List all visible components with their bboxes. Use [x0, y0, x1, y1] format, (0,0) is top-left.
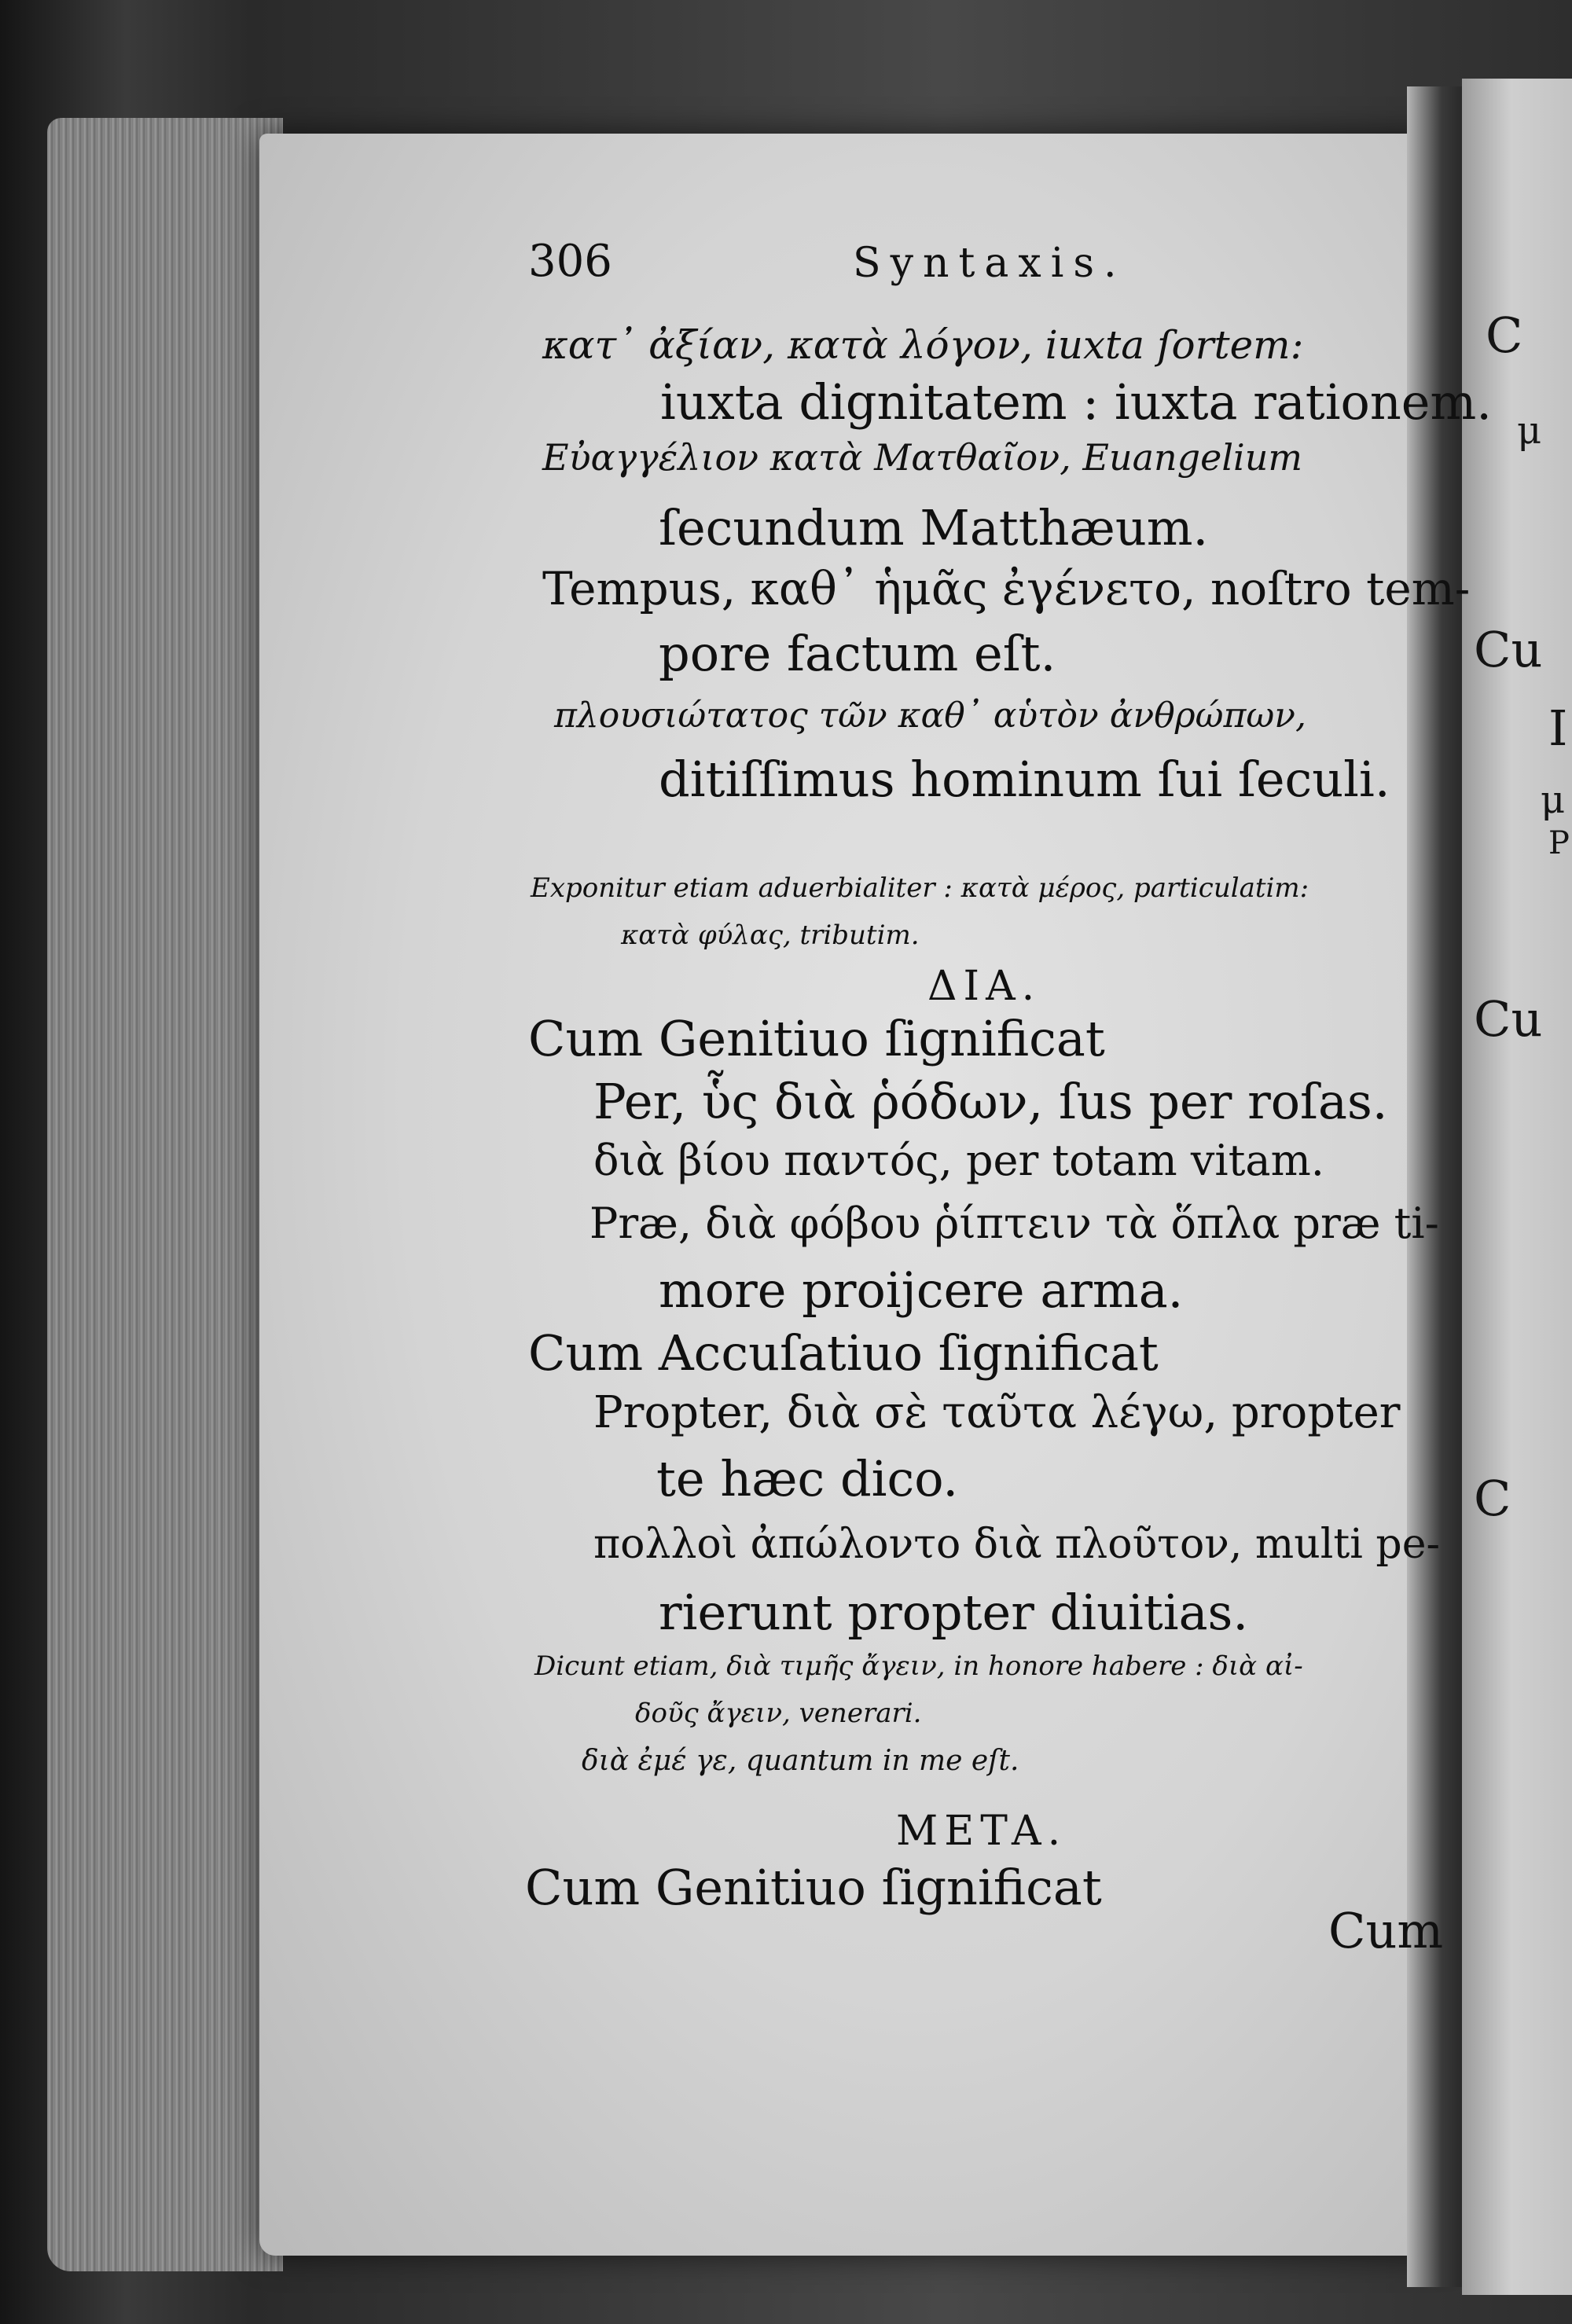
facing-fragment: Cu: [1474, 621, 1543, 678]
section-heading: ΔΙΑ.: [927, 963, 1041, 1010]
text-line: Cum Genitiuo ſignificat: [528, 1010, 1105, 1067]
text-line: Propter, διὰ σὲ ταῦτα λέγω, propter: [593, 1387, 1401, 1438]
text-line: more proijcere arma.: [659, 1261, 1184, 1319]
text-line: Per, ὗς διὰ ῥόδων, ſus per roſas.: [593, 1073, 1388, 1130]
text-line: pore factum eſt.: [659, 625, 1056, 682]
text-line: Cum Accuſatiuo ſignificat: [528, 1324, 1159, 1382]
facing-fragment: C: [1474, 1470, 1511, 1527]
text-line: iuxta dignitatem : iuxta rationem.: [660, 373, 1492, 431]
text-line: πλουσιώτατος τῶν καθ᾽ αὑτὸν ἀνθρώπων,: [554, 696, 1306, 736]
text-line: Tempus, καθ᾽ ἡμᾶς ἐγένετο, noſtro tem-: [542, 562, 1471, 615]
facing-fragment: Cu: [1474, 990, 1543, 1048]
text-line: Dicunt etiam, διὰ τιμῆς ἄγειν, in honore habere : διὰ αἰ-: [534, 1650, 1303, 1682]
text-line: Præ, διὰ φόβου ῥίπτειν τὰ ὅπλα præ ti-: [590, 1199, 1439, 1248]
text-line: κατ᾽ ἀξίαν, κατὰ λόγον, iuxta ſortem:: [542, 322, 1304, 368]
text-line: rierunt propter diuitias.: [659, 1584, 1249, 1641]
section-heading: META.: [896, 1808, 1067, 1855]
facing-fragment: μ: [1541, 778, 1566, 822]
facing-fragment: μ: [1517, 409, 1542, 453]
catchword: Cum: [1328, 1902, 1444, 1959]
page-number: 306: [528, 236, 612, 287]
text-line: διὰ ἐμέ γε, quantum in me eſt.: [582, 1745, 1019, 1777]
text-line: διὰ βίου παντός, per totam vitam.: [593, 1136, 1324, 1185]
text-line: Εὐαγγέλιον κατὰ Ματθαῖον, Euangelium: [542, 436, 1303, 479]
text-line: πολλοὶ ἀπώλοντο διὰ πλοῦτον, multi pe-: [593, 1521, 1441, 1568]
text-line: Cum Genitiuo ſignificat: [525, 1859, 1102, 1916]
text-line: δοῦς ἄγειν, venerari.: [635, 1698, 922, 1729]
text-line: ſecundum Matthæum.: [659, 499, 1209, 556]
text-line: κατὰ φύλας, tributim.: [621, 920, 920, 951]
text-line: te hæc dico.: [656, 1450, 959, 1507]
text-line: Exponitur etiam aduerbialiter : κατὰ μέρος, particulatim:: [531, 872, 1309, 904]
facing-fragment: I: [1548, 699, 1568, 757]
running-title: Syntaxis.: [853, 240, 1126, 287]
text-line: ditiſſimus hominum ſui ſeculi.: [659, 751, 1390, 808]
facing-fragment: P: [1548, 825, 1570, 861]
facing-fragment: C: [1486, 307, 1523, 364]
